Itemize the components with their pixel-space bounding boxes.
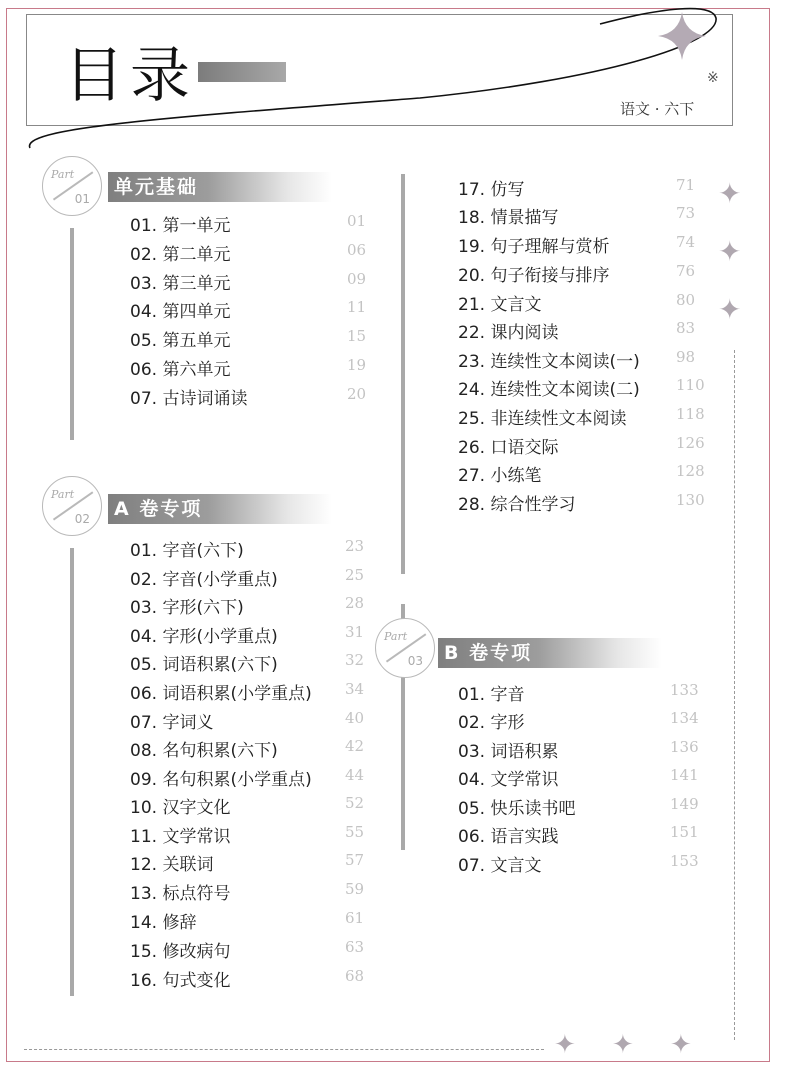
toc-page-number: 59 (345, 880, 365, 898)
section-header-part3: B 卷专项 (438, 638, 662, 668)
star-icon: ✦ (718, 177, 742, 210)
toc-page-number: 01 (347, 212, 367, 230)
toc-entry[interactable]: 01. 字音 (458, 685, 525, 705)
toc-page-number: 52 (345, 794, 365, 812)
toc-entry[interactable]: 10. 汉字文化 (130, 798, 231, 818)
toc-entry[interactable]: 04. 第四单元 (130, 302, 231, 322)
toc-page-number: 09 (347, 270, 367, 288)
toc-entry[interactable]: 03. 第三单元 (130, 274, 231, 294)
toc-entry[interactable]: 13. 标点符号 (130, 884, 231, 904)
toc-entry[interactable]: 06. 语言实践 (458, 827, 559, 847)
toc-page-number: 98 (676, 348, 696, 366)
toc-page-number: 61 (345, 909, 365, 927)
toc-page-number: 73 (676, 204, 696, 222)
toc-entry[interactable]: 18. 情景描写 (458, 208, 559, 228)
toc-page-number: 141 (670, 766, 699, 784)
subject-label: 语文 · 六下 (620, 100, 695, 118)
toc-page-number: 130 (676, 491, 705, 509)
part-number: 02 (74, 512, 90, 526)
toc-page-number: 06 (347, 241, 367, 259)
toc-page-number: 28 (345, 594, 365, 612)
toc-entry[interactable]: 05. 第五单元 (130, 331, 231, 351)
toc-entry[interactable]: 02. 字形 (458, 713, 525, 733)
toc-page-number: 68 (345, 967, 365, 985)
toc-entry[interactable]: 17. 仿写 (458, 180, 525, 200)
part-word: Part (384, 630, 408, 643)
bottom-dashed-rule (24, 1049, 544, 1050)
column-divider-upper (401, 174, 405, 574)
toc-entry[interactable]: 05. 快乐读书吧 (458, 799, 576, 819)
toc-page-number: 153 (670, 852, 699, 870)
toc-entry[interactable]: 06. 第六单元 (130, 360, 231, 380)
toc-page-number: 74 (676, 233, 696, 251)
toc-page-number: 15 (347, 327, 367, 345)
star-icon: ✦ (718, 235, 742, 268)
toc-entry[interactable]: 19. 句子理解与赏析 (458, 237, 610, 257)
toc-page-number: 149 (670, 795, 699, 813)
toc-entry[interactable]: 24. 连续性文本阅读(二) (458, 380, 640, 400)
toc-page-number: 31 (345, 623, 365, 641)
toc-entry[interactable]: 11. 文学常识 (130, 827, 231, 847)
section-header-part2: A 卷专项 (108, 494, 332, 524)
toc-page-number: 133 (670, 681, 699, 699)
star-icon: ✦ (718, 293, 742, 326)
part-number: 01 (74, 192, 90, 206)
toc-entry[interactable]: 16. 句式变化 (130, 971, 231, 991)
toc-entry[interactable]: 15. 修改病句 (130, 942, 231, 962)
toc-page-number: 20 (347, 385, 367, 403)
toc-entry[interactable]: 04. 字形(小学重点) (130, 627, 278, 647)
toc-entry[interactable]: 02. 字音(小学重点) (130, 570, 278, 590)
star-icon: ✦ (612, 1030, 634, 1060)
toc-page-number: 128 (676, 462, 705, 480)
toc-entry[interactable]: 27. 小练笔 (458, 466, 542, 486)
toc-entry[interactable]: 01. 第一单元 (130, 216, 231, 236)
toc-page-number: 134 (670, 709, 699, 727)
toc-page-number: 151 (670, 823, 699, 841)
toc-entry[interactable]: 06. 词语积累(小学重点) (130, 684, 312, 704)
toc-page-number: 110 (676, 376, 705, 394)
section-header-part1: 单元基础 (108, 172, 332, 202)
toc-page-number: 57 (345, 851, 365, 869)
toc-entry[interactable]: 07. 古诗词诵读 (130, 389, 248, 409)
reference-mark: ※ (707, 70, 719, 86)
toc-page-number: 25 (345, 566, 365, 584)
toc-page-number: 71 (676, 176, 696, 194)
toc-entry[interactable]: 21. 文言文 (458, 295, 542, 315)
toc-entry[interactable]: 23. 连续性文本阅读(一) (458, 352, 640, 372)
section-rule-part1 (70, 228, 74, 440)
toc-page-number: 118 (676, 405, 705, 423)
star-icon: ✦ (670, 1030, 692, 1060)
part-word: Part (51, 168, 75, 181)
toc-entry[interactable]: 03. 词语积累 (458, 742, 559, 762)
part-badge-03 (375, 618, 435, 678)
toc-entry[interactable]: 25. 非连续性文本阅读 (458, 409, 627, 429)
toc-entry[interactable]: 04. 文学常识 (458, 770, 559, 790)
toc-entry[interactable]: 28. 综合性学习 (458, 495, 576, 515)
toc-entry[interactable]: 01. 字音(六下) (130, 541, 244, 561)
toc-entry[interactable]: 05. 词语积累(六下) (130, 655, 278, 675)
page-title: 目录 (64, 41, 196, 111)
toc-page-number: 63 (345, 938, 365, 956)
toc-entry[interactable]: 02. 第二单元 (130, 245, 231, 265)
toc-entry[interactable]: 12. 关联词 (130, 855, 214, 875)
title-decoration-bar (198, 62, 286, 82)
toc-entry[interactable]: 20. 句子衔接与排序 (458, 266, 610, 286)
toc-entry[interactable]: 07. 文言文 (458, 856, 542, 876)
toc-page-number: 55 (345, 823, 365, 841)
part-badge-01 (42, 156, 102, 216)
part-number: 03 (407, 654, 423, 668)
toc-page-number: 40 (345, 709, 365, 727)
toc-page-number: 42 (345, 737, 365, 755)
toc-page-number: 11 (347, 298, 367, 316)
toc-page-number: 83 (676, 319, 696, 337)
part-badge-02 (42, 476, 102, 536)
toc-page-number: 80 (676, 291, 696, 309)
star-icon: ✦ (554, 1030, 576, 1060)
toc-page-number: 19 (347, 356, 367, 374)
toc-page-number: 136 (670, 738, 699, 756)
toc-page-number: 34 (345, 680, 365, 698)
right-dashed-rule (734, 350, 735, 1040)
toc-page-number: 126 (676, 434, 705, 452)
toc-entry[interactable]: 14. 修辞 (130, 913, 197, 933)
toc-entry[interactable]: 09. 名句积累(小学重点) (130, 770, 312, 790)
toc-entry[interactable]: 03. 字形(六下) (130, 598, 244, 618)
part-word: Part (51, 488, 75, 501)
toc-page-number: 23 (345, 537, 365, 555)
toc-entry[interactable]: 08. 名句积累(六下) (130, 741, 278, 761)
toc-entry[interactable]: 22. 课内阅读 (458, 323, 559, 343)
toc-page-number: 76 (676, 262, 696, 280)
toc-page-number: 44 (345, 766, 365, 784)
toc-entry[interactable]: 26. 口语交际 (458, 438, 559, 458)
section-rule-part2 (70, 548, 74, 996)
page-border (6, 8, 770, 1062)
toc-entry[interactable]: 07. 字词义 (130, 713, 214, 733)
toc-page-number: 32 (345, 651, 365, 669)
